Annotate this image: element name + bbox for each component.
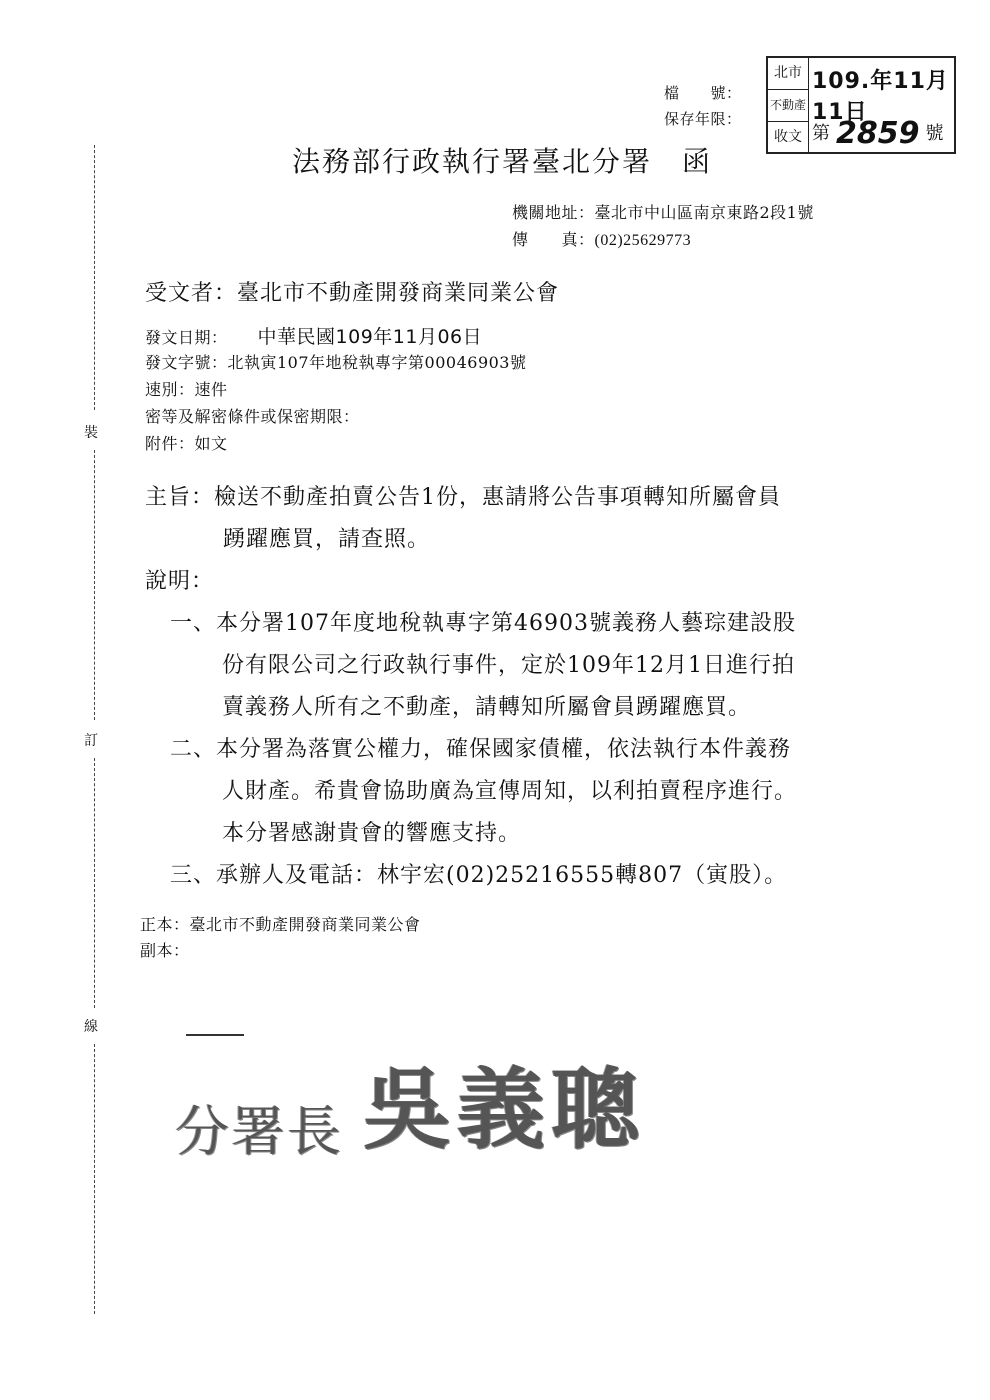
item-1-line-1: 本分署107年度地稅執專字第46903號義務人藝琮建設股 xyxy=(216,611,796,636)
signature-name: 吳義聰 xyxy=(363,1057,646,1161)
stamp-num-prefix: 第 xyxy=(812,123,830,144)
item-1-line-2: 份有限公司之行政執行事件，定於109年12月1日進行拍 xyxy=(222,653,795,678)
binding-line-middle xyxy=(94,450,95,720)
signature-dash xyxy=(186,1034,244,1036)
stamp-date: 109.年11月11日 xyxy=(812,69,949,125)
item-2-line-1: 本分署為落實公權力，確保國家債權，依法執行本件義務 xyxy=(216,737,792,762)
binding-char-xian: 線 xyxy=(84,1014,98,1038)
binding-line-lower xyxy=(94,758,95,1008)
issue-number: 發文字號：北執寅107年地稅執專字第00046903號 xyxy=(145,353,527,372)
item-2-num: 二、 xyxy=(170,737,217,762)
fax-number: (02)25629773 xyxy=(594,232,692,249)
cc-copy: 副本： xyxy=(140,941,190,960)
subject-line-2: 踴躍應買，請查照。 xyxy=(223,527,431,552)
stamp-number-row xyxy=(812,112,944,151)
issue-date-value: 中華民國109年11月06日 xyxy=(257,326,483,348)
explanation-label: 說明： xyxy=(145,569,215,594)
issue-date-label: 發文日期： xyxy=(145,328,228,347)
receipt-stamp xyxy=(766,56,956,154)
item-2-line-2: 人財產。希貴會協助廣為宣傳周知，以利拍賣程序進行。 xyxy=(222,779,798,804)
title-org: 法務部行政執行署臺北分署 xyxy=(292,145,653,178)
binding-char-ding: 訂 xyxy=(84,728,98,752)
stamp-number: 2859 xyxy=(836,116,920,151)
explanation-item-1 xyxy=(170,603,796,729)
subject-block xyxy=(145,477,781,561)
director-signature-stamp xyxy=(175,1040,645,1166)
binding-line-top xyxy=(94,145,95,410)
file-no-label: 檔 號： xyxy=(664,84,742,102)
subject-line-1 xyxy=(145,477,781,519)
item-1-num: 一、 xyxy=(170,611,217,636)
main-copy: 正本：臺北市不動產開發商業同業公會 xyxy=(140,915,421,934)
stamp-cell-dept: 不動產 xyxy=(768,90,808,122)
retention-label: 保存年限： xyxy=(664,110,742,128)
subject-text-1: 檢送不動產拍賣公告1份，惠請將公告事項轉知所屬會員 xyxy=(214,485,782,510)
item-3-num: 三、 xyxy=(170,863,217,888)
stamp-cell-receipt: 收文 xyxy=(774,129,802,145)
secrecy: 密等及解密條件或保密期限： xyxy=(145,407,360,426)
attachment: 附件：如文 xyxy=(145,434,228,453)
subject-label: 主旨： xyxy=(145,485,215,510)
stamp-cell-city: 北市 xyxy=(768,58,808,90)
document-title xyxy=(292,140,712,180)
issue-date-row xyxy=(145,322,482,349)
signature-role: 分署長 xyxy=(175,1100,343,1163)
explanation-item-2 xyxy=(170,729,797,855)
fax-label: 傳 真： xyxy=(512,230,595,249)
explanation-item-3 xyxy=(170,855,787,897)
agency-fax xyxy=(512,227,691,250)
agency-address: 機關地址：臺北市中山區南京東路2段1號 xyxy=(512,203,814,222)
binding-char-zhuang: 裝 xyxy=(84,420,98,444)
speed: 速別：速件 xyxy=(145,380,228,399)
item-1-line-3: 賣義務人所有之不動產，請轉知所屬會員踴躍應買。 xyxy=(222,695,752,720)
item-2-line-3: 本分署感謝貴會的響應支持。 xyxy=(222,821,522,846)
item-3-line-1: 承辦人及電話：林宇宏(02)25216555轉807（寅股）。 xyxy=(216,863,788,888)
stamp-num-suffix: 號 xyxy=(925,123,944,144)
binding-line-bottom xyxy=(94,1044,95,1314)
title-doc-type: 函 xyxy=(682,145,713,178)
recipient-line: 受文者：臺北市不動產開發商業同業公會 xyxy=(145,281,560,306)
